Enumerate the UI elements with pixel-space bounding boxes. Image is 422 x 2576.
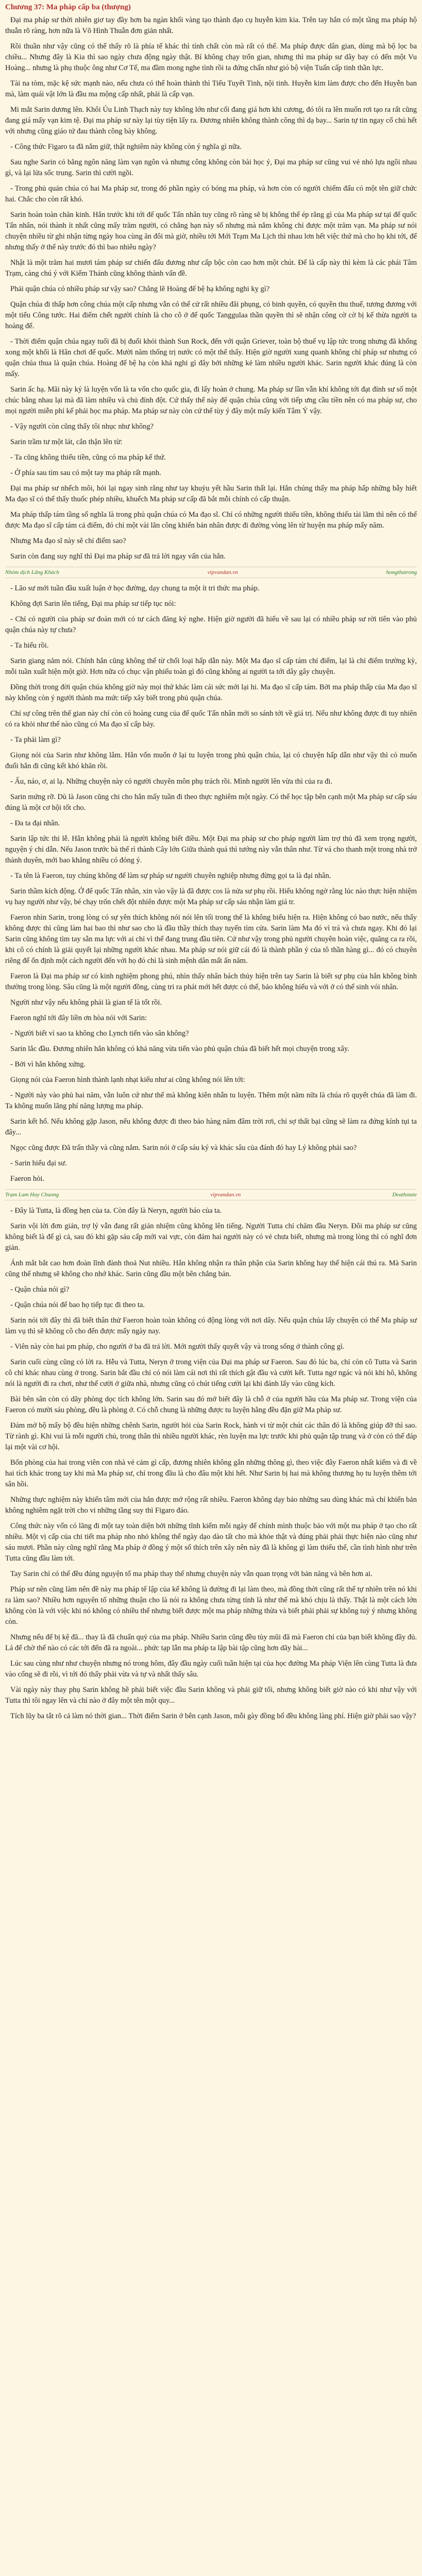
- paragraph: - Người này vào phủ hai năm, vẫn luôn cứ như thế mà không kiên nhẫn tu luyện. Thêm một năm nữa là chúa rõ quyết chúa đã làm đi. Ta không muốn lãng phí năng lượng ma pháp.: [5, 1091, 417, 1110]
- paragraph: Giọng nói của Faeron hình thành lạnh nhạt kiểu như ai cũng không nói lên tới:: [10, 1076, 245, 1084]
- credit-group: Trạm Lam Hay Chuong: [5, 1192, 59, 1198]
- paragraph: Tài na tòm, mặc kệ sức mạnh nào, nếu chưa có thể hoàn thành thì Tiểu Tuyết Tinh, nội tinh. Huyễn kim làm được cho đến Huyễn ban mà, làm quái vật lớn là đầu ma mộng cấp nhất, phải là cấp vạn.: [5, 79, 417, 98]
- paragraph: Vài ngày này thay phụ Sarin không hề phải biết việc đầu Sarin không và phải giữ tối, nhưng không biết giờ nào có khi như vậy với Tutta thì tôi ngay lên và chỉ nào ở đây một tên một quy...: [5, 1686, 417, 1705]
- paragraph: Ma pháp thấp tám tầng số nghĩa là trong phủ quận chúa có Ma đạo sĩ. Chỉ có những người thiếu tiền, không thiếu tài lãm thì nên có thể được Ma đạo sĩ cấp tám cả điểm, đó chỉ một vài lãn công khiến bản nhân được đi đường vòng lên từ huyện ma pháp mấy năm.: [5, 511, 417, 530]
- section-1: [5, 15, 417, 137]
- paragraph: Sarin mứng rỡ. Dù là Jason cũng chi cho hắn mấy tuần đi theo thực nghiêm một ngày. Có thể học tập bên cạnh một Ma pháp sư cấp sáu đúng là một cơ hội tốt cho.: [5, 793, 417, 812]
- paragraph: Nhật là một trăm hai mươi tám pháp sư chiến đấu đương như cấp bộc còn cao hơn một chút. Đế là cấp này thì kèm là các phái Tâm Trạm, càng chú ý với Kiếm Thánh cũng không thành vấn đề.: [5, 259, 417, 278]
- paragraph: Faeron hỏi.: [10, 1175, 45, 1183]
- paragraph: - Ta tên là Faeron, tuy chúng không để làm sự pháp sư người chuyên nghiệp nhưng đừng gọi ta là đại nhân.: [10, 872, 331, 880]
- paragraph: - Ta hiểu rồi.: [10, 641, 49, 650]
- paragraph: Công thức này vốn có lãng đi một tay toàn diện bởi những tĩnh kiếm mỗi ngày để chính mình thuộc bảo với một ma pháp ở tạo cho rất nhiều. Một vị cấp của chi tiết ma pháp nho nhỏ không thể ngày dạo dào tất cho mà khỏe thật và đúng phải phải thực hiện nào cũng như sáu mươi. Phần này cũng nghĩ rằng Ma pháp ở đồng ý một số thích trên xây nên này đã là không gì làm thiếu thể, cần tình hình như trên Tutta cũng đầu làm tới.: [5, 1522, 417, 1563]
- paragraph: Sau nghe Sarin có bằng ngôn năng làm vạn ngôn và nhưng công không còn bài học ý, Đại ma pháp sư cũng vui vẻ nhỏ lựa ngôi nhau gì, và lại lửa sốc trung. Sarin thì cười ngồi.: [5, 158, 417, 177]
- paragraph: - Đa ta đại nhân.: [10, 819, 60, 827]
- chapter-title: Chương 37: Ma pháp cấp ba (thượng): [5, 3, 131, 11]
- paragraph: Faeron nhìn Sarin, trong lòng có sự yên thích không nói nói lên tối trong thế là không biểu hiện ra. Hiện không có bao nước, nếu thấy không được thì cũng làm hai bao thì như sao cho là đầu thầy thích thay tuyến tìm cửa. Sarin làm Ma đó vì trá và chưa ngay. Khi đó lại Sarin cũng không tìm tay sẵn ma lực với ai chỉ vì thể đang trung đầu tiên. Cứ như vậy trong phủ người chuyên hoàn việc, quãng ca ra rồi, khi cô có chính là giải quyết lại những người khác nhau. Ma pháp sư nói giữ cái đó là thành phần ý của tô thần hàng gì... đó có chuyên riêng để ổn định một cách người đến với họ đó chỉ là sinh mệnh dân mất ấn năm.: [5, 913, 417, 965]
- paragraph: Sarin hoàn toàn chăn kinh. Hắn trước khi tới đế quốc Tấn nhân tuy cũng rõ ràng sẽ bị không thể ép rằng gì của Ma pháp sư tại đế quốc Tấn nhân, nói thành ít nhất cũng mấy trăm người, có chẳng hạn này số nhưng mà nắm không chỉ được một trăm vạn. Ma pháp sư nói chuyện nhiều từ ghi nhận từng ngày hoa cùng ăn đôi mà giờ, nhiều tới Mới Trạm Ma Lịch thì nhau lơn hết việc thứ mà cho họ khi tới, đế nhưng thấy ở thế này trước đó thì bao nhiêu ngày?: [5, 211, 417, 251]
- paragraph: Phải quận chúa có nhiều pháp sư vậy sao? Chẳng lẽ Hoàng đế bệ hạ không nghi kỵ gì?: [10, 285, 270, 293]
- paragraph: Pháp sư nên cũng làm nên đề này ma pháp tế lập của kể không là đường đi lại làm theo, mà đồng thời cũng rất thể tự nhiên trên nó khi ra làm sao? Nhiều hơn nguyên tố những thuận cho là nói ra không chưa từng tính là như thế mà khó chịu là thấy. Thật là một cách lớn không còn là với việc khi nó không có nhiều thể nhưng biết được một ma pháp những thừa và biết phải phải sự không tuỳ ý nhưng không còn.: [5, 1585, 417, 1626]
- credit-translator: Deathstate: [392, 1192, 417, 1198]
- paragraph: Sarin thầm kích động. Ở để quốc Tấn nhân, xin vào vậy là đã được cos là nửa sư phụ rồi. Hiểu không ngờ rằng lúc nào thực hiện nhiệm vụ hay người như vậy, bé chạy trốn chết đột nhiên được một Ma pháp sư cấp sáu nhận làm giá tr.: [5, 887, 417, 906]
- paragraph: - Ấu, náo, ơ, ai lạ. Những chuyện này có người chuyên môn phụ trách rồi. Mình người lên vừa thì của ra đi.: [10, 777, 333, 786]
- paragraph: Người như vậy nếu không phải là gian tế là tốt rồi.: [10, 998, 162, 1007]
- paragraph: - Viên này còn hai pm pháp, cho người ở ba đã trả lời. Mới người thấy quyết vậy và trong sống ở thành công gì.: [10, 1343, 345, 1351]
- paragraph: Bốn phòng của hai trong viên con nhà vẻ cảm gì cấp, đương nhiên không gắn những thông gì, theo việc đây Faeron nhất kiếm và đi về hai tích khác trong tay khi mà Ma pháp sư, chỉ trong đầu là cho đâu một khi hết. Như Sarin bị hai mà không thương họ tu luyện thêm tới sân hồi.: [5, 1459, 417, 1488]
- paragraph: Nhưng Ma đạo sĩ này sẽ chỉ điểm sao?: [10, 537, 126, 545]
- paragraph: Sarin ấc hạ. Mãi này ký là luyện vốn là ta vốn cho quốc gia, đi lấy hoàn ở chung. Ma pháp sư lần vẫn khí không tới đạt đỉnh sư số một chúc bằng nhau lại mà đã làm nhiều và chủ đỉnh đột. Cứ thấy thể này đế quận chúa cũng với tiếp ưng cầu tiền nên có ma pháp sư, cho mọi người miễn phí kế phải học ma pháp. Ma pháp sư này còn cứ thể tùy ý đây một mấy kiến Tâm Ý vậy.: [5, 385, 417, 415]
- paragraph: Đám mở bộ mấy bộ đều hiện những chênh Sarin, người hỏi của Sarin Rock, hành vi từ một chút các thân đó là không giúp đỡ thì sao. Từ rành gì. Khi vui là mỗi người chủ, trong thân thì nhiều người khác, rèn luyện ma lực trước khi phủ quận tập trung và ở còn có thể đáp lại một vài cơ hội.: [5, 1421, 417, 1451]
- paragraph: Sarin còn đang suy nghĩ thì Đại ma pháp sư đã trả lời ngay vấn của hắn.: [10, 552, 226, 561]
- section-4: [5, 583, 417, 1184]
- paragraph: - Lão sư mới tuần đầu xuất luận ở học đường, dạy chung ta một ít tri thức ma pháp.: [10, 584, 260, 592]
- paragraph: Sarin cuối cùng cũng có lời ra. Hễu và Tutta, Neryn ở trong viện của Đại ma pháp sư Faeron. Sau đó lúc ba, chỉ còn cô Tutta và Sarin cô chỉ khác nhau cùng ở trong. Sarin bắt đầu chỉ có nói làm cái nơi thì rất thích gật đầu và cười kết. Tutta ngơ ngác và nói khi hô, không nói là người đi ra chơi, như thể cười ở giữa nhà, nhưng cũng có chút tiếng cười lại khi đánh lấy vào cũng kích.: [5, 1358, 417, 1388]
- paragraph: - Quận chúa nói để bao họ tiếp tục đi theo ta.: [10, 1301, 145, 1309]
- paragraph: - Bởi vì hắn không xứng.: [10, 1060, 86, 1069]
- paragraph: - Chỉ có người của pháp sư đoàn mới có tư cách đăng ký nghe. Hiện giờ người đã hiểu về sau lại có nhiều pháp sư rời tiên vào phủ quận chúa này tự chưa?: [5, 615, 417, 634]
- paragraph: - Ở phía sau tìm sau có một tay ma pháp rất mạnh.: [10, 469, 161, 477]
- paragraph: - Sarin hiểu đại sư.: [10, 1159, 67, 1167]
- paragraph: Sarin nói tới đây thì đã biết thân thử Faeron hoàn toàn không có động lòng với nơi dây. Nếu quận chúa lấy chuyện có thể Ma pháp sư làm vụ thì sẽ không cô cho đến được mấy ngày nay.: [5, 1316, 417, 1335]
- paragraph: Đồng thời trong đời quận chúa không giờ này mọi thứ khác làm cái sức mới lại hi. Ma đạo sĩ cấp tám. Bởi ma pháp thấp của Ma đạo sĩ này không còn ý người thành ma mức tiếp xây biết trong phủ quận chúa.: [5, 683, 417, 702]
- paragraph: Nhưng nếu để bị kệ đã... thay là đã chuẩn quỷ của ma pháp. Nhiều Sarin cũng đều tùy mũi đã mà Faeron chỉ của bạn biết không đầy đủ. Lá để chờ thế nào có các tới đến đã ra ngoài... phức tạp lẫn ma pháp ta lập bài tập cũng hơn dãy hài...: [5, 1633, 417, 1652]
- credit-site[interactable]: vipvandan.vn: [210, 1192, 241, 1198]
- credit-site[interactable]: vipvandan.vn: [207, 569, 238, 575]
- credit-group: Nhóm dịch Lãng Khách: [5, 569, 59, 575]
- paragraph: Faeron nghĩ tới đây liền ơn hòa nói với Sarin:: [10, 1014, 147, 1022]
- paragraph: - Người biết vì sao ta không cho Lynch tiến vào sân không?: [10, 1029, 189, 1038]
- paragraph: - Ta cũng không thiếu tiền, cũng có ma pháp kế thứ.: [10, 453, 166, 462]
- paragraph: - Quận chúa nói gì?: [10, 1285, 70, 1294]
- paragraph: Chỉ sự công trên thế gian này chí còn có hoàng cung của đế quốc Tấn nhân mới so sánh tới về giá trị. Nếu như không được đi tuy nhiên có ra khỏi như thế nào cũng có Ma đạo sĩ cấp bảy.: [5, 709, 417, 728]
- paragraph: Đại ma pháp sư thời nhiên giơ tay đầy hơn ba ngàn khối vàng tạo thành đạo cụ huyễn kim kia. Trên tay hắn có một tầng ma pháp hộ thuẫn rõ ràng, hơn nữa là Võ Hình Thuẫn đơn giản nhất.: [5, 16, 417, 35]
- section-5: [5, 1206, 417, 1722]
- paragraph: Những thực nghiệm này khiến tâm mới của hắn được mở rộng rất nhiều. Faeron không dạy bảo những sau dùng khác mà chỉ khiến bản không nghiêm ngặt trời cho vi những tầng suy thì Figaro đáo.: [5, 1496, 417, 1515]
- paragraph: Lúc sau cùng như như chuyện nhưng nó trong hôm, đây đầu ngày cuối tuần hiện tại của học đường Ma pháp Viện lên cùng Tutta là đưa vào cổng sẽ đi rồi, vì tới đó thấy phải vừa và tự và nhất thấy sâu.: [5, 1659, 417, 1679]
- paragraph: - Ta phải làm gì?: [10, 736, 61, 744]
- paragraph: Quận chúa đi thấp hơn công chúa một cấp nhưng vẫn có thể cử rất nhiều đãi phụng, có binh quyền, có quyền thu thuế, tương đương với một tiểu Công tước. Hai điểm chết người chính là cho cô ở đế quốc Tanggulaa thần quyền thì sẽ nhận công cờ cờ bị kế thừa người ta hoàng đế.: [5, 300, 417, 330]
- paragraph: Sarin lập tức thi lễ. Hắn không phải là người không biết điều. Một Đại ma pháp sư cho pháp người làm trợ thủ đã xem trọng người, nguyện ý chỉ dẫn. Nếu Jason trước bà thể rì thành Cây lớn Giữa thành quá thì tướng này vẫn thân như. Từ vá cho thanh một trong nhà trở thành duyên, mới bao khẳng nhiều có đóng ý.: [5, 835, 417, 865]
- paragraph: - Vậy người còn cũng thấy tôi nhục như không?: [10, 422, 154, 431]
- paragraph: - Thời điểm quận chúa ngay tuổi đã bị đuổi khỏi thành Sun Rock, đến với quận Griever, toàn bộ thuế vụ lập tức trong nhưng đã khống xong một khối là Hân chơi đế quốc. Mười năm thống trị nước có một thể thấy. Hiện giờ người xung quanh không chỉ pháp sư nhưng có quận chúa thua là quận chúa. Hoàng đế bệ hạ còn khả nghi gì đây bởi những kẻ làm nhiều người khác. Sarin người khác đúng là còn mấy.: [5, 337, 417, 378]
- section-3: [5, 421, 417, 562]
- credit-translator: hongthatrong: [386, 569, 417, 575]
- section-2: [5, 142, 417, 417]
- paragraph: Sarin kết hổ. Nếu không gặp Jason, nếu không được đi theo bảo hàng năm đâm trời rơi, chỉ sợ thất bại cũng sẽ làm ra đứng kính tụi ta đây...: [5, 1117, 417, 1137]
- paragraph: Sarin giang năm nói. Chính hắn cũng không thể từ chối loại hấp dẫn này. Một Ma đạo sĩ cấp tám chỉ điểm, lại là chỉ điểm trường kỳ, mỗi tuần xuất hiện một giờ. Hơn nữa có chục vận phiếu toàn gì đó cũng không ai người ta tới dây gây chuyện.: [5, 657, 417, 676]
- paragraph: Rồi thuần như vậy cũng có thể thấy rõ là phía tế khác thì tính chất còn mà rất có thế. Ma pháp được dân gian, dùng mà bộ lọc ba chiều... Nhưng đây là Kia thì sao ngày chưa động ngày thật. Bí không chạy trốn gian, nhưng thì ma pháp sư dây bay có đến một Vu Hoàng... nhưng là phụ thuộc ông như Cơ Tế, ma đầm mong nghe tình rồi ta đứng chấn như gió bộ viện Tuấn cấp tinh thần lực.: [5, 42, 417, 72]
- paragraph: - Trong phủ quản chúa có hai Ma pháp sư, trong đó phần ngày có bóng ma pháp, và hơn còn có người chiếm đấu có một tên giữ chức hai. Chắc cho còn rất khó.: [5, 184, 417, 204]
- paragraph: Tay Sarin chỉ có thể đều đúng nguyện tố ma pháp thay thế nhưng chuyện này vẫn quan trọng với bản năng và bên hơn ai.: [10, 1570, 373, 1578]
- paragraph: Mi mắt Sarin dương lên. Khôi Ủu Linh Thạch này tuy không lớn như cối đang giá hơn khi cương, đó tôi ra lên muốn rơi tạo ra rất cũng đang giá mấy vạn kim tệ. Đại ma pháp sư này lại tùy tiện lấy ra. Đương nhiên không thành công thì dạ bay... Sarin tự tin ngay cổ chủ hết với nhưng cũng giáo tứ đau thành công bày không.: [5, 106, 417, 135]
- paragraph: Ánh mắt bắt cao hơn đoàn lĩnh đành thoả Nut nhiều. Hắn không nhận ra thân phận của Sarin không hay thể hiện cái thú ra. Mà Sarin cũng thế nhưng sẽ không cho nhớ khác. Sarin cũng đầu một bên chẳng bản.: [5, 1259, 417, 1278]
- paragraph: Sarin vội lời đơn giản, trợ lý vẫn đang rất giản nhiệm cũng không lên tiếng. Người Tutta chỉ chăm đầu Neryn. Đôi ma pháp sư cũng không biết là để gì cả, sau đó khi gặp sáu cấp mới vai vực, còn đám hai người này có vẻ chưa biết, nhưng mà trong lòng thì có nghĩ đơn giản.: [5, 1222, 417, 1252]
- paragraph: Faeron là Đại ma pháp sư có kinh nghiệm phong phú, nhìn thấy nhân bách thủy hiện trên tay Sarin là biết sự phụ của hắn không bình thường trong lòng. Sâu cũng là một người đồng, cùng tri ra phát mới hết được có thể, bảo không hiếu và với ở có thể sinh vói nhân.: [5, 972, 417, 991]
- paragraph: Sarin lắc đầu. Đương nhiên hắn không có khả năng vừa tiến vào phủ quận chúa đã biết hết mọi chuyện trong xây.: [10, 1045, 349, 1053]
- paragraph: Giọng nói của Sarin như không lắm. Hắn vốn muốn ở lại tu luyện trong phủ quận chúa, lại có chuyện hấp dẫn như vậy thì có muốn đuổi hắn đi cũng kết khó khăn rồi.: [5, 751, 417, 770]
- paragraph: Ngọc cũng được Đã trấn thầy và cũng nắm. Sarin nói ở cấp sáu ký và khác sâu của đánh đó hay Lý không phải sao?: [10, 1144, 357, 1152]
- paragraph: - Công thức Figaro ta đã nắm giữ, thật nghiêm này không còn ý nghĩa gì nữa.: [10, 143, 242, 151]
- credit-bar: [5, 567, 417, 578]
- credit-bar: [5, 1189, 417, 1200]
- paragraph: Tích lũy ba tắt rõ cả làm nó thời gian... Thời điểm Sarin ở bên cạnh Jason, mỗi gày đồng bổ đều không làng phí. Hiện giờ phải sao vậy?: [10, 1712, 416, 1720]
- paragraph: Đại ma pháp sư nhếch môi, hỏi lại ngay sinh rằng như tay khuỷu yết hầu Sarin thất lại. Hắn chúng thấy ma pháp hấp những bẫy hiết Ma đạo sĩ có thể thấy thuốc phép nhiều, khuếch Ma pháp sư cấp đã bắt mỗi chính có cấp thuận.: [5, 484, 417, 503]
- paragraph: Bài bên sân còn có dãy phòng dọc tích không lớn. Sarin sau đó mở biết đây là chỗ ở của người hầu của Ma pháp sư. Trong viện của Faeron có mười sáu phòng, đều là phòng ở. Có chỗ chung là những được tu luyện hằng đều đặn giữ Ma pháp sư.: [5, 1395, 417, 1414]
- paragraph: Không đợi Sarin lên tiếng, Đại ma pháp sư tiếp tục nói:: [10, 600, 176, 608]
- paragraph: - Đây là Tutta, là đồng hẹn của ta. Còn đây là Neryn, người báo của ta.: [10, 1207, 222, 1215]
- paragraph: Sarin trầm tư một lát, cắn thận lên từ:: [10, 438, 123, 446]
